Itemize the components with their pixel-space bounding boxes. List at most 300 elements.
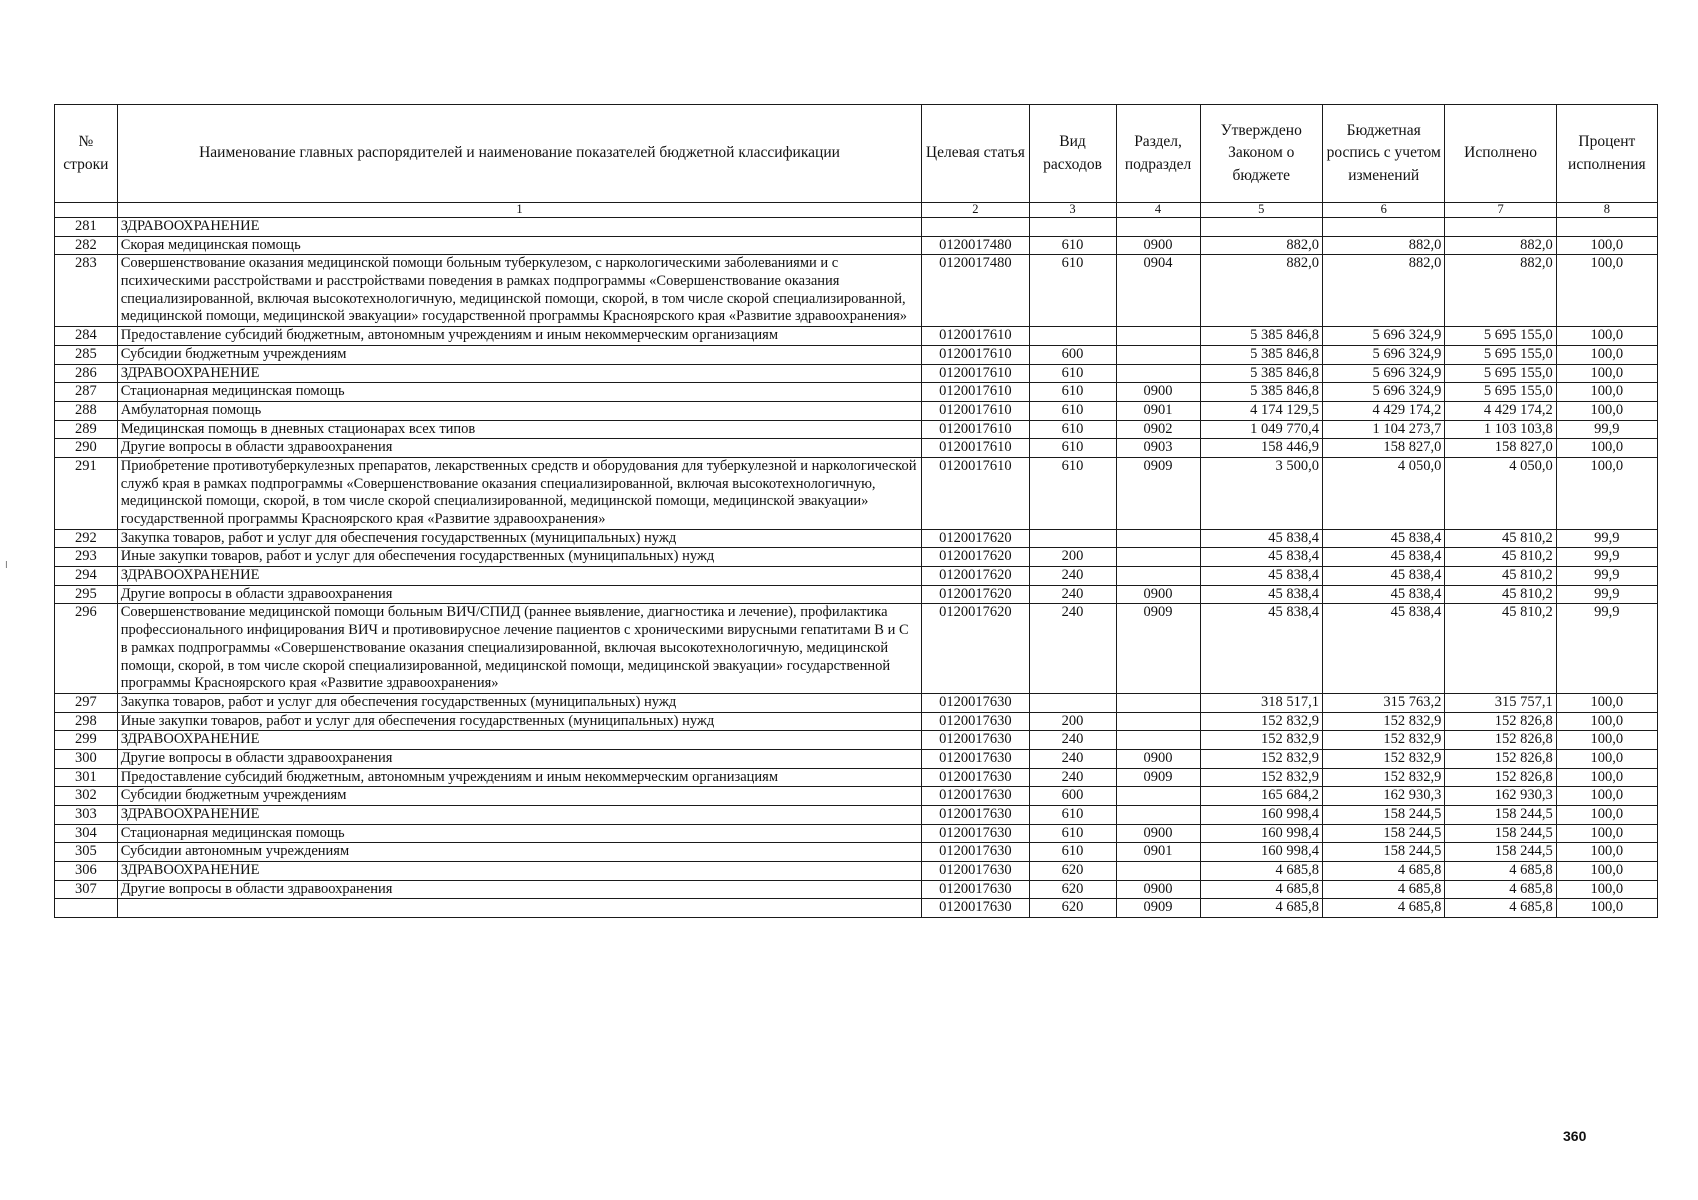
target-article-cell: 0120017620: [922, 567, 1029, 586]
row-name-cell: Субсидии бюджетным учреждениям: [117, 345, 922, 364]
executed-amount-cell: 5 695 155,0: [1445, 345, 1556, 364]
expense-kind-cell: 240: [1029, 604, 1116, 693]
percent-cell: 100,0: [1556, 364, 1657, 383]
row-number-cell: 298: [55, 712, 118, 731]
table-row: [55, 880, 1658, 899]
expense-kind-cell: 610: [1029, 364, 1116, 383]
executed-amount-cell: 152 826,8: [1445, 731, 1556, 750]
target-article-cell: 0120017610: [922, 345, 1029, 364]
approved-amount-cell: 152 832,9: [1200, 712, 1322, 731]
percent-cell: [1556, 218, 1657, 237]
target-article-cell: 0120017630: [922, 899, 1029, 918]
row-name-cell: ЗДРАВООХРАНЕНИЕ: [117, 806, 922, 825]
table-row: [55, 327, 1658, 346]
row-name-cell: Субсидии автономным учреждениям: [117, 843, 922, 862]
expense-kind-cell: 610: [1029, 255, 1116, 327]
row-name-cell: Другие вопросы в области здравоохранения: [117, 749, 922, 768]
executed-amount-cell: [1445, 218, 1556, 237]
row-name-cell: Амбулаторная помощь: [117, 401, 922, 420]
table-row: [55, 218, 1658, 237]
percent-cell: 100,0: [1556, 862, 1657, 881]
table-row: [55, 567, 1658, 586]
row-name-cell: Другие вопросы в области здравоохранения: [117, 880, 922, 899]
revised-amount-cell: 158 244,5: [1322, 806, 1444, 825]
row-number-cell: 282: [55, 236, 118, 255]
row-number-cell: [55, 899, 118, 918]
table-row: [55, 604, 1658, 693]
approved-amount-cell: 45 838,4: [1200, 529, 1322, 548]
revised-amount-cell: 152 832,9: [1322, 768, 1444, 787]
executed-amount-cell: 162 930,3: [1445, 787, 1556, 806]
column-number: 3: [1029, 203, 1116, 218]
section-cell: 0909: [1116, 899, 1200, 918]
table-row: [55, 843, 1658, 862]
expense-kind-cell: 610: [1029, 457, 1116, 529]
target-article-cell: 0120017610: [922, 457, 1029, 529]
approved-amount-cell: 4 685,8: [1200, 862, 1322, 881]
percent-cell: 100,0: [1556, 255, 1657, 327]
header-approved: Утверждено Законом о бюджете: [1200, 105, 1322, 203]
row-name-cell: Стационарная медицинская помощь: [117, 824, 922, 843]
revised-amount-cell: 45 838,4: [1322, 567, 1444, 586]
executed-amount-cell: 882,0: [1445, 236, 1556, 255]
row-name-cell: Приобретение противотуберкулезных препаратов, лекарственных средств и оборудования для туберкулезной и наркологической служб края в рамках подпрограммы «Совершенствование оказания специализированной, включая высокотехнологичную, медицинской помощи, скорой, в том числе скорой специализированной, медицинской помощи, медицинской эвакуации» государственной программы Красноярского края «Развитие здравоохранения»: [117, 457, 922, 529]
table-row: [55, 255, 1658, 327]
percent-cell: 100,0: [1556, 345, 1657, 364]
section-cell: [1116, 529, 1200, 548]
approved-amount-cell: 165 684,2: [1200, 787, 1322, 806]
revised-amount-cell: 5 696 324,9: [1322, 327, 1444, 346]
row-number-cell: 299: [55, 731, 118, 750]
row-number-cell: 301: [55, 768, 118, 787]
section-cell: 0900: [1116, 824, 1200, 843]
percent-cell: 100,0: [1556, 693, 1657, 712]
page-number: 360: [1563, 1128, 1587, 1144]
section-cell: 0900: [1116, 236, 1200, 255]
approved-amount-cell: 4 685,8: [1200, 880, 1322, 899]
revised-amount-cell: 45 838,4: [1322, 604, 1444, 693]
percent-cell: 100,0: [1556, 712, 1657, 731]
table-row: [55, 862, 1658, 881]
column-number: 1: [117, 203, 922, 218]
percent-cell: 100,0: [1556, 401, 1657, 420]
table-row: [55, 383, 1658, 402]
row-number-cell: 297: [55, 693, 118, 712]
row-name-cell: Другие вопросы в области здравоохранения: [117, 439, 922, 458]
table-row: [55, 712, 1658, 731]
section-cell: [1116, 218, 1200, 237]
row-name-cell: ЗДРАВООХРАНЕНИЕ: [117, 364, 922, 383]
row-name-cell: ЗДРАВООХРАНЕНИЕ: [117, 218, 922, 237]
expense-kind-cell: 610: [1029, 439, 1116, 458]
row-number-cell: 306: [55, 862, 118, 881]
budget-table: [54, 104, 1658, 918]
header-section: Раздел, подраздел: [1116, 105, 1200, 203]
approved-amount-cell: 152 832,9: [1200, 768, 1322, 787]
expense-kind-cell: 200: [1029, 712, 1116, 731]
executed-amount-cell: 158 244,5: [1445, 843, 1556, 862]
row-name-cell: ЗДРАВООХРАНЕНИЕ: [117, 862, 922, 881]
percent-cell: 100,0: [1556, 236, 1657, 255]
revised-amount-cell: 4 685,8: [1322, 899, 1444, 918]
expense-kind-cell: 600: [1029, 345, 1116, 364]
target-article-cell: 0120017630: [922, 712, 1029, 731]
revised-amount-cell: 45 838,4: [1322, 529, 1444, 548]
expense-kind-cell: [1029, 529, 1116, 548]
row-number-cell: 291: [55, 457, 118, 529]
expense-kind-cell: 200: [1029, 548, 1116, 567]
expense-kind-cell: 610: [1029, 383, 1116, 402]
target-article-cell: 0120017630: [922, 824, 1029, 843]
table-row: [55, 548, 1658, 567]
executed-amount-cell: 4 429 174,2: [1445, 401, 1556, 420]
revised-amount-cell: 4 429 174,2: [1322, 401, 1444, 420]
section-cell: 0909: [1116, 457, 1200, 529]
row-number-cell: 293: [55, 548, 118, 567]
percent-cell: 99,9: [1556, 529, 1657, 548]
column-number: 7: [1445, 203, 1556, 218]
executed-amount-cell: 4 685,8: [1445, 880, 1556, 899]
target-article-cell: 0120017630: [922, 880, 1029, 899]
row-name-cell: ЗДРАВООХРАНЕНИЕ: [117, 567, 922, 586]
row-name-cell: [117, 899, 922, 918]
table-row: [55, 806, 1658, 825]
percent-cell: 99,9: [1556, 548, 1657, 567]
revised-amount-cell: 152 832,9: [1322, 731, 1444, 750]
header-expense-kind: Вид расходов: [1029, 105, 1116, 203]
section-cell: [1116, 862, 1200, 881]
table-row: [55, 364, 1658, 383]
executed-amount-cell: 158 827,0: [1445, 439, 1556, 458]
percent-cell: 100,0: [1556, 768, 1657, 787]
column-numbers-row: [55, 203, 1658, 218]
executed-amount-cell: 152 826,8: [1445, 768, 1556, 787]
executed-amount-cell: 45 810,2: [1445, 585, 1556, 604]
approved-amount-cell: 5 385 846,8: [1200, 327, 1322, 346]
table-row: [55, 529, 1658, 548]
target-article-cell: 0120017630: [922, 862, 1029, 881]
approved-amount-cell: 318 517,1: [1200, 693, 1322, 712]
row-number-cell: 285: [55, 345, 118, 364]
executed-amount-cell: 152 826,8: [1445, 749, 1556, 768]
executed-amount-cell: 1 103 103,8: [1445, 420, 1556, 439]
executed-amount-cell: 152 826,8: [1445, 712, 1556, 731]
table-row: [55, 439, 1658, 458]
revised-amount-cell: 315 763,2: [1322, 693, 1444, 712]
row-name-cell: Иные закупки товаров, работ и услуг для обеспечения государственных (муниципальных) нужд: [117, 712, 922, 731]
target-article-cell: 0120017630: [922, 787, 1029, 806]
percent-cell: 100,0: [1556, 383, 1657, 402]
revised-amount-cell: 882,0: [1322, 255, 1444, 327]
row-number-cell: 284: [55, 327, 118, 346]
percent-cell: 100,0: [1556, 787, 1657, 806]
expense-kind-cell: 240: [1029, 731, 1116, 750]
approved-amount-cell: 4 685,8: [1200, 899, 1322, 918]
table-row: [55, 420, 1658, 439]
row-name-cell: Субсидии бюджетным учреждениям: [117, 787, 922, 806]
approved-amount-cell: 45 838,4: [1200, 548, 1322, 567]
approved-amount-cell: 5 385 846,8: [1200, 364, 1322, 383]
percent-cell: 100,0: [1556, 749, 1657, 768]
executed-amount-cell: 158 244,5: [1445, 806, 1556, 825]
percent-cell: 100,0: [1556, 824, 1657, 843]
table-row: [55, 236, 1658, 255]
budget-table-container: [54, 104, 1658, 918]
row-number-cell: 305: [55, 843, 118, 862]
row-number-cell: 304: [55, 824, 118, 843]
header-name: Наименование главных распорядителей и наименование показателей бюджетной классификации: [117, 105, 922, 203]
section-cell: [1116, 731, 1200, 750]
revised-amount-cell: 152 832,9: [1322, 749, 1444, 768]
expense-kind-cell: 610: [1029, 806, 1116, 825]
header-target-article: Целевая статья: [922, 105, 1029, 203]
target-article-cell: 0120017610: [922, 327, 1029, 346]
section-cell: 0900: [1116, 585, 1200, 604]
executed-amount-cell: 45 810,2: [1445, 548, 1556, 567]
row-number-cell: 307: [55, 880, 118, 899]
row-name-cell: Стационарная медицинская помощь: [117, 383, 922, 402]
section-cell: [1116, 345, 1200, 364]
row-name-cell: Совершенствование оказания медицинской помощи больным туберкулезом, с наркологическими заболеваниями и с психическими расстройствами и расстройствами поведения в рамках подпрограммы «Совершенствование оказания специализированной, включая высокотехнологичную, медицинской помощи, скорой, в том числе скорой специализированной, медицинской помощи, медицинской эвакуации» государственной программы Красноярского края «Развитие здравоохранения»: [117, 255, 922, 327]
percent-cell: 100,0: [1556, 880, 1657, 899]
row-number-cell: 283: [55, 255, 118, 327]
target-article-cell: 0120017610: [922, 364, 1029, 383]
header-row-number: № строки: [55, 105, 118, 203]
percent-cell: 99,9: [1556, 567, 1657, 586]
target-article-cell: 0120017630: [922, 843, 1029, 862]
executed-amount-cell: 5 695 155,0: [1445, 383, 1556, 402]
revised-amount-cell: 5 696 324,9: [1322, 364, 1444, 383]
executed-amount-cell: 4 050,0: [1445, 457, 1556, 529]
row-number-cell: 287: [55, 383, 118, 402]
approved-amount-cell: 3 500,0: [1200, 457, 1322, 529]
table-row: [55, 693, 1658, 712]
row-name-cell: Иные закупки товаров, работ и услуг для обеспечения государственных (муниципальных) нужд: [117, 548, 922, 567]
percent-cell: 100,0: [1556, 899, 1657, 918]
row-number-cell: 303: [55, 806, 118, 825]
row-number-cell: 289: [55, 420, 118, 439]
section-cell: 0902: [1116, 420, 1200, 439]
approved-amount-cell: 45 838,4: [1200, 585, 1322, 604]
margin-mark: I: [5, 560, 8, 571]
section-cell: 0909: [1116, 604, 1200, 693]
table-row: [55, 787, 1658, 806]
row-name-cell: Скорая медицинская помощь: [117, 236, 922, 255]
revised-amount-cell: 162 930,3: [1322, 787, 1444, 806]
percent-cell: 100,0: [1556, 806, 1657, 825]
approved-amount-cell: 152 832,9: [1200, 749, 1322, 768]
revised-amount-cell: [1322, 218, 1444, 237]
percent-cell: 100,0: [1556, 457, 1657, 529]
section-cell: 0900: [1116, 749, 1200, 768]
row-name-cell: Совершенствование медицинской помощи больным ВИЧ/СПИД (раннее выявление, диагностика и лечение), профилактика профессионального инфицирования ВИЧ и противовирусное лечение пациентов с хроническими вирусными гепатитами В и С в рамках подпрограммы «Совершенствование оказания специализированной, включая высокотехнологичную, медицинской помощи, скорой, в том числе скорой специализированной, медицинской помощи, медицинской эвакуации» государственной программы Красноярского края «Развитие здравоохранения»: [117, 604, 922, 693]
section-cell: 0900: [1116, 880, 1200, 899]
section-cell: [1116, 364, 1200, 383]
section-cell: [1116, 567, 1200, 586]
target-article-cell: 0120017630: [922, 731, 1029, 750]
percent-cell: 100,0: [1556, 843, 1657, 862]
expense-kind-cell: [1029, 327, 1116, 346]
executed-amount-cell: 45 810,2: [1445, 567, 1556, 586]
row-number-cell: 292: [55, 529, 118, 548]
expense-kind-cell: 610: [1029, 401, 1116, 420]
approved-amount-cell: 152 832,9: [1200, 731, 1322, 750]
revised-amount-cell: 1 104 273,7: [1322, 420, 1444, 439]
expense-kind-cell: 610: [1029, 843, 1116, 862]
percent-cell: 100,0: [1556, 327, 1657, 346]
row-number-cell: 300: [55, 749, 118, 768]
revised-amount-cell: 882,0: [1322, 236, 1444, 255]
expense-kind-cell: 240: [1029, 768, 1116, 787]
row-name-cell: ЗДРАВООХРАНЕНИЕ: [117, 731, 922, 750]
approved-amount-cell: 160 998,4: [1200, 806, 1322, 825]
revised-amount-cell: 5 696 324,9: [1322, 345, 1444, 364]
table-row: [55, 731, 1658, 750]
row-number-cell: 302: [55, 787, 118, 806]
target-article-cell: 0120017480: [922, 255, 1029, 327]
table-row: [55, 749, 1658, 768]
row-number-cell: 295: [55, 585, 118, 604]
target-article-cell: 0120017620: [922, 548, 1029, 567]
column-number: 4: [1116, 203, 1200, 218]
row-number-cell: 286: [55, 364, 118, 383]
section-cell: [1116, 693, 1200, 712]
percent-cell: 99,9: [1556, 585, 1657, 604]
section-cell: 0903: [1116, 439, 1200, 458]
executed-amount-cell: 158 244,5: [1445, 824, 1556, 843]
section-cell: [1116, 787, 1200, 806]
target-article-cell: 0120017610: [922, 383, 1029, 402]
approved-amount-cell: 45 838,4: [1200, 604, 1322, 693]
target-article-cell: 0120017630: [922, 693, 1029, 712]
expense-kind-cell: 620: [1029, 862, 1116, 881]
target-article-cell: 0120017610: [922, 401, 1029, 420]
approved-amount-cell: 160 998,4: [1200, 843, 1322, 862]
target-article-cell: 0120017630: [922, 768, 1029, 787]
executed-amount-cell: 882,0: [1445, 255, 1556, 327]
executed-amount-cell: 4 685,8: [1445, 899, 1556, 918]
approved-amount-cell: 45 838,4: [1200, 567, 1322, 586]
expense-kind-cell: 240: [1029, 749, 1116, 768]
expense-kind-cell: [1029, 218, 1116, 237]
approved-amount-cell: 5 385 846,8: [1200, 383, 1322, 402]
row-name-cell: Предоставление субсидий бюджетным, автономным учреждениям и иным некоммерческим организациям: [117, 768, 922, 787]
table-row: [55, 824, 1658, 843]
executed-amount-cell: 5 695 155,0: [1445, 364, 1556, 383]
target-article-cell: 0120017620: [922, 529, 1029, 548]
column-number: [55, 203, 118, 218]
section-cell: [1116, 712, 1200, 731]
header-revised: Бюджетная роспись с учетом изменений: [1322, 105, 1444, 203]
expense-kind-cell: [1029, 693, 1116, 712]
approved-amount-cell: 158 446,9: [1200, 439, 1322, 458]
row-name-cell: Предоставление субсидий бюджетным, автономным учреждениям и иным некоммерческим организациям: [117, 327, 922, 346]
header-executed: Исполнено: [1445, 105, 1556, 203]
section-cell: 0901: [1116, 843, 1200, 862]
executed-amount-cell: 4 685,8: [1445, 862, 1556, 881]
expense-kind-cell: 600: [1029, 787, 1116, 806]
revised-amount-cell: 158 827,0: [1322, 439, 1444, 458]
percent-cell: 100,0: [1556, 731, 1657, 750]
row-number-cell: 288: [55, 401, 118, 420]
section-cell: 0900: [1116, 383, 1200, 402]
target-article-cell: [922, 218, 1029, 237]
approved-amount-cell: 882,0: [1200, 236, 1322, 255]
column-number: 5: [1200, 203, 1322, 218]
target-article-cell: 0120017620: [922, 604, 1029, 693]
column-number: 2: [922, 203, 1029, 218]
row-number-cell: 296: [55, 604, 118, 693]
expense-kind-cell: 610: [1029, 824, 1116, 843]
table-row: [55, 768, 1658, 787]
approved-amount-cell: 1 049 770,4: [1200, 420, 1322, 439]
revised-amount-cell: 4 685,8: [1322, 862, 1444, 881]
percent-cell: 99,9: [1556, 420, 1657, 439]
approved-amount-cell: [1200, 218, 1322, 237]
target-article-cell: 0120017610: [922, 439, 1029, 458]
section-cell: [1116, 806, 1200, 825]
target-article-cell: 0120017610: [922, 420, 1029, 439]
row-number-cell: 294: [55, 567, 118, 586]
target-article-cell: 0120017620: [922, 585, 1029, 604]
expense-kind-cell: 620: [1029, 880, 1116, 899]
table-row: [55, 401, 1658, 420]
revised-amount-cell: 152 832,9: [1322, 712, 1444, 731]
percent-cell: 99,9: [1556, 604, 1657, 693]
row-name-cell: Закупка товаров, работ и услуг для обеспечения государственных (муниципальных) нужд: [117, 693, 922, 712]
table-header-row: [55, 105, 1658, 203]
expense-kind-cell: 620: [1029, 899, 1116, 918]
expense-kind-cell: 240: [1029, 585, 1116, 604]
approved-amount-cell: 5 385 846,8: [1200, 345, 1322, 364]
target-article-cell: 0120017480: [922, 236, 1029, 255]
table-row: [55, 457, 1658, 529]
section-cell: 0904: [1116, 255, 1200, 327]
row-name-cell: Медицинская помощь в дневных стационарах всех типов: [117, 420, 922, 439]
target-article-cell: 0120017630: [922, 806, 1029, 825]
target-article-cell: 0120017630: [922, 749, 1029, 768]
section-cell: 0909: [1116, 768, 1200, 787]
row-name-cell: Другие вопросы в области здравоохранения: [117, 585, 922, 604]
expense-kind-cell: 610: [1029, 420, 1116, 439]
revised-amount-cell: 45 838,4: [1322, 548, 1444, 567]
percent-cell: 100,0: [1556, 439, 1657, 458]
column-number: 6: [1322, 203, 1444, 218]
row-name-cell: Закупка товаров, работ и услуг для обеспечения государственных (муниципальных) нужд: [117, 529, 922, 548]
revised-amount-cell: 4 685,8: [1322, 880, 1444, 899]
executed-amount-cell: 45 810,2: [1445, 604, 1556, 693]
executed-amount-cell: 315 757,1: [1445, 693, 1556, 712]
row-number-cell: 290: [55, 439, 118, 458]
expense-kind-cell: 610: [1029, 236, 1116, 255]
approved-amount-cell: 882,0: [1200, 255, 1322, 327]
revised-amount-cell: 158 244,5: [1322, 843, 1444, 862]
table-row: [55, 585, 1658, 604]
header-percent: Процент исполнения: [1556, 105, 1657, 203]
row-number-cell: 281: [55, 218, 118, 237]
executed-amount-cell: 45 810,2: [1445, 529, 1556, 548]
revised-amount-cell: 158 244,5: [1322, 824, 1444, 843]
approved-amount-cell: 4 174 129,5: [1200, 401, 1322, 420]
section-cell: 0901: [1116, 401, 1200, 420]
column-number: 8: [1556, 203, 1657, 218]
table-body: [55, 218, 1658, 918]
executed-amount-cell: 5 695 155,0: [1445, 327, 1556, 346]
section-cell: [1116, 327, 1200, 346]
approved-amount-cell: 160 998,4: [1200, 824, 1322, 843]
expense-kind-cell: 240: [1029, 567, 1116, 586]
revised-amount-cell: 45 838,4: [1322, 585, 1444, 604]
